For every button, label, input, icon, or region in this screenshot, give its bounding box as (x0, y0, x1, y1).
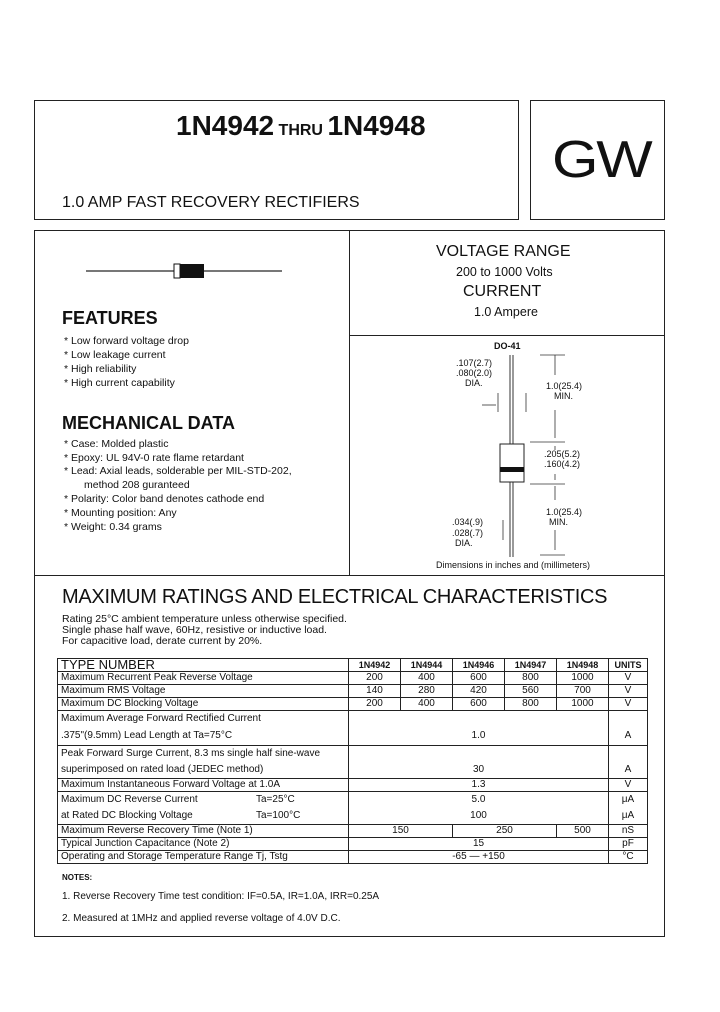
current-value: 1.0 Ampere (474, 305, 538, 319)
cell-value: 800 (505, 672, 557, 685)
mechanical-title: MECHANICAL DATA (62, 413, 235, 433)
divider-characteristics (34, 575, 665, 576)
divider-vertical (349, 230, 350, 575)
cell-unit (609, 746, 648, 763)
table-row (58, 727, 648, 746)
table-header-row (58, 659, 648, 672)
intro-line: Single phase half wave, 60Hz, resistive or inductive load. (62, 624, 327, 636)
characteristics-table (57, 658, 648, 864)
row-label: Maximum Instantaneous Forward Voltage at 1.0A (58, 779, 349, 792)
characteristics-title: MAXIMUM RATINGS AND ELECTRICAL CHARACTERISTICS (62, 586, 608, 608)
mechanical-item: * Epoxy: UL 94V-0 rate flame retardant (64, 452, 244, 464)
cell-value: 1000 (557, 672, 609, 685)
dim-wire-bot: .028(.7) (452, 528, 484, 538)
dim-body-top: .205(5.2) (544, 449, 581, 459)
dim-lead-top: 1.0(25.4) (546, 381, 583, 391)
divider-ratings (349, 335, 665, 336)
cell-unit: V (609, 672, 648, 685)
dim-lead-bot: 1.0(25.4) (546, 507, 583, 517)
voltage-range-value: 200 to 1000 Volts (456, 265, 553, 279)
cell-value: 400 (401, 698, 453, 711)
note-item: 2. Measured at 1MHz and applied reverse voltage of 4.0V D.C. (62, 913, 341, 924)
row-condition: Ta=100°C (256, 810, 301, 821)
cell-value: 200 (349, 698, 401, 711)
row-label: Maximum Reverse Recovery Time (Note 1) (58, 825, 349, 838)
cell-unit: V (609, 698, 648, 711)
table-row (58, 838, 648, 851)
mechanical-item: * Lead: Axial leads, solderable per MIL-STD-202, (64, 465, 292, 477)
row-label: Operating and Storage Temperature Range Tj, Tstg (58, 851, 349, 864)
cell-unit: nS (609, 825, 648, 838)
cell-value: 15 (349, 838, 609, 851)
cell-unit: pF (609, 838, 648, 851)
cell-unit: A (609, 727, 648, 746)
dim-body-bot: .160(4.2) (544, 459, 581, 469)
table-row (58, 808, 648, 825)
cell-value: 800 (505, 698, 557, 711)
row-label: Maximum Recurrent Peak Reverse Voltage (58, 672, 349, 685)
cell-value: 1.3 (349, 779, 609, 792)
cell-unit (609, 711, 648, 728)
table-row (58, 698, 648, 711)
column-header: 1N4947 (505, 659, 557, 672)
mechanical-item: * Polarity: Color band denotes cathode end (64, 493, 265, 505)
row-label-text: at Rated DC Blocking Voltage (61, 810, 193, 821)
cell-value: 100 (349, 808, 609, 825)
row-label: superimposed on rated load (JEDEC method) (58, 762, 349, 779)
table-row (58, 762, 648, 779)
cell-value: 280 (401, 685, 453, 698)
table-row (58, 792, 648, 809)
voltage-range-heading: VOLTAGE RANGE (436, 243, 571, 260)
cell-unit: V (609, 685, 648, 698)
cell-unit: °C (609, 851, 648, 864)
package-name: DO-41 (494, 341, 521, 351)
table-row (58, 746, 648, 763)
row-label: Maximum DC Blocking Voltage (58, 698, 349, 711)
dim-wire-top: .034(.9) (452, 517, 484, 527)
row-label-text: Maximum DC Reverse Current (61, 794, 198, 805)
feature-item: * Low leakage current (64, 349, 166, 361)
feature-item: * Low forward voltage drop (64, 335, 189, 347)
cell-value: 600 (453, 672, 505, 685)
column-header: 1N4942 (349, 659, 401, 672)
dim-dia-top: .107(2.7) (456, 358, 493, 368)
row-label: Peak Forward Surge Current, 8.3 ms single half sine-wave (58, 746, 349, 763)
table-row (58, 851, 648, 864)
mechanical-item: * Mounting position: Any (64, 507, 177, 519)
table-row (58, 825, 648, 838)
row-label: Typical Junction Capacitance (Note 2) (58, 838, 349, 851)
diode-icon (86, 262, 286, 280)
dimensions-footnote: Dimensions in inches and (millimeters) (436, 560, 591, 570)
current-heading: CURRENT (463, 283, 542, 300)
brand-logo: GW (552, 131, 651, 189)
cell-value: 140 (349, 685, 401, 698)
cell-value: 200 (349, 672, 401, 685)
note-item: 1. Reverse Recovery Time test condition: IF=0.5A, IR=1.0A, IRR=0.25A (62, 891, 380, 902)
cell-value: 30 (349, 762, 609, 779)
cell-value: 500 (557, 825, 609, 838)
cell-unit: μA (609, 808, 648, 825)
cell-value: 1000 (557, 698, 609, 711)
table-row (58, 779, 648, 792)
dim-lead-bot-label: MIN. (549, 517, 568, 527)
intro-line: For capacitive load, derate current by 20%. (62, 635, 263, 647)
dim-dia-label: DIA. (465, 378, 483, 388)
cell-value: 700 (557, 685, 609, 698)
row-label (58, 808, 349, 825)
mechanical-item: * Weight: 0.34 grams (64, 521, 162, 533)
part-first: 1N4942 (176, 110, 275, 141)
notes-title: NOTES: (62, 873, 93, 882)
feature-item: * High current capability (64, 377, 175, 389)
dim-lead-top-label: MIN. (554, 391, 573, 401)
column-header: 1N4948 (557, 659, 609, 672)
cell-value: 150 (349, 825, 453, 838)
cell-unit: V (609, 779, 648, 792)
cell-value: 250 (453, 825, 557, 838)
cell-value: 420 (453, 685, 505, 698)
cell-value: 600 (453, 698, 505, 711)
row-label (58, 792, 349, 809)
cell-value: -65 — +150 (349, 851, 609, 864)
cell-unit: A (609, 762, 648, 779)
intro-line: Rating 25°C ambient temperature unless otherwise specified. (62, 613, 347, 625)
cell-value: 5.0 (349, 792, 609, 809)
cell-unit: μA (609, 792, 648, 809)
thru-label: THRU (278, 122, 323, 139)
table-row (58, 685, 648, 698)
cell-value: 1.0 (349, 727, 609, 746)
table-row (58, 672, 648, 685)
cell-value (349, 711, 609, 728)
features-title: FEATURES (62, 308, 158, 328)
row-label: Maximum Average Forward Rectified Current (58, 711, 349, 728)
mechanical-item: * Case: Molded plastic (64, 438, 169, 450)
row-condition: Ta=25°C (256, 794, 295, 805)
page-subtitle: 1.0 AMP FAST RECOVERY RECTIFIERS (62, 194, 360, 211)
dim-dia-bot: .080(2.0) (456, 368, 493, 378)
column-header: TYPE NUMBER (58, 659, 349, 672)
page-title (176, 110, 426, 142)
cell-value (349, 746, 609, 763)
cell-value: 400 (401, 672, 453, 685)
cell-value: 560 (505, 685, 557, 698)
part-last: 1N4948 (327, 110, 426, 141)
mechanical-item: method 208 guranteed (84, 479, 190, 491)
column-header: UNITS (609, 659, 648, 672)
row-label: Maximum RMS Voltage (58, 685, 349, 698)
table-row (58, 711, 648, 728)
dim-wire-label: DIA. (455, 538, 473, 548)
column-header: 1N4946 (453, 659, 505, 672)
feature-item: * High reliability (64, 363, 137, 375)
row-label: .375"(9.5mm) Lead Length at Ta=75°C (58, 727, 349, 746)
column-header: 1N4944 (401, 659, 453, 672)
